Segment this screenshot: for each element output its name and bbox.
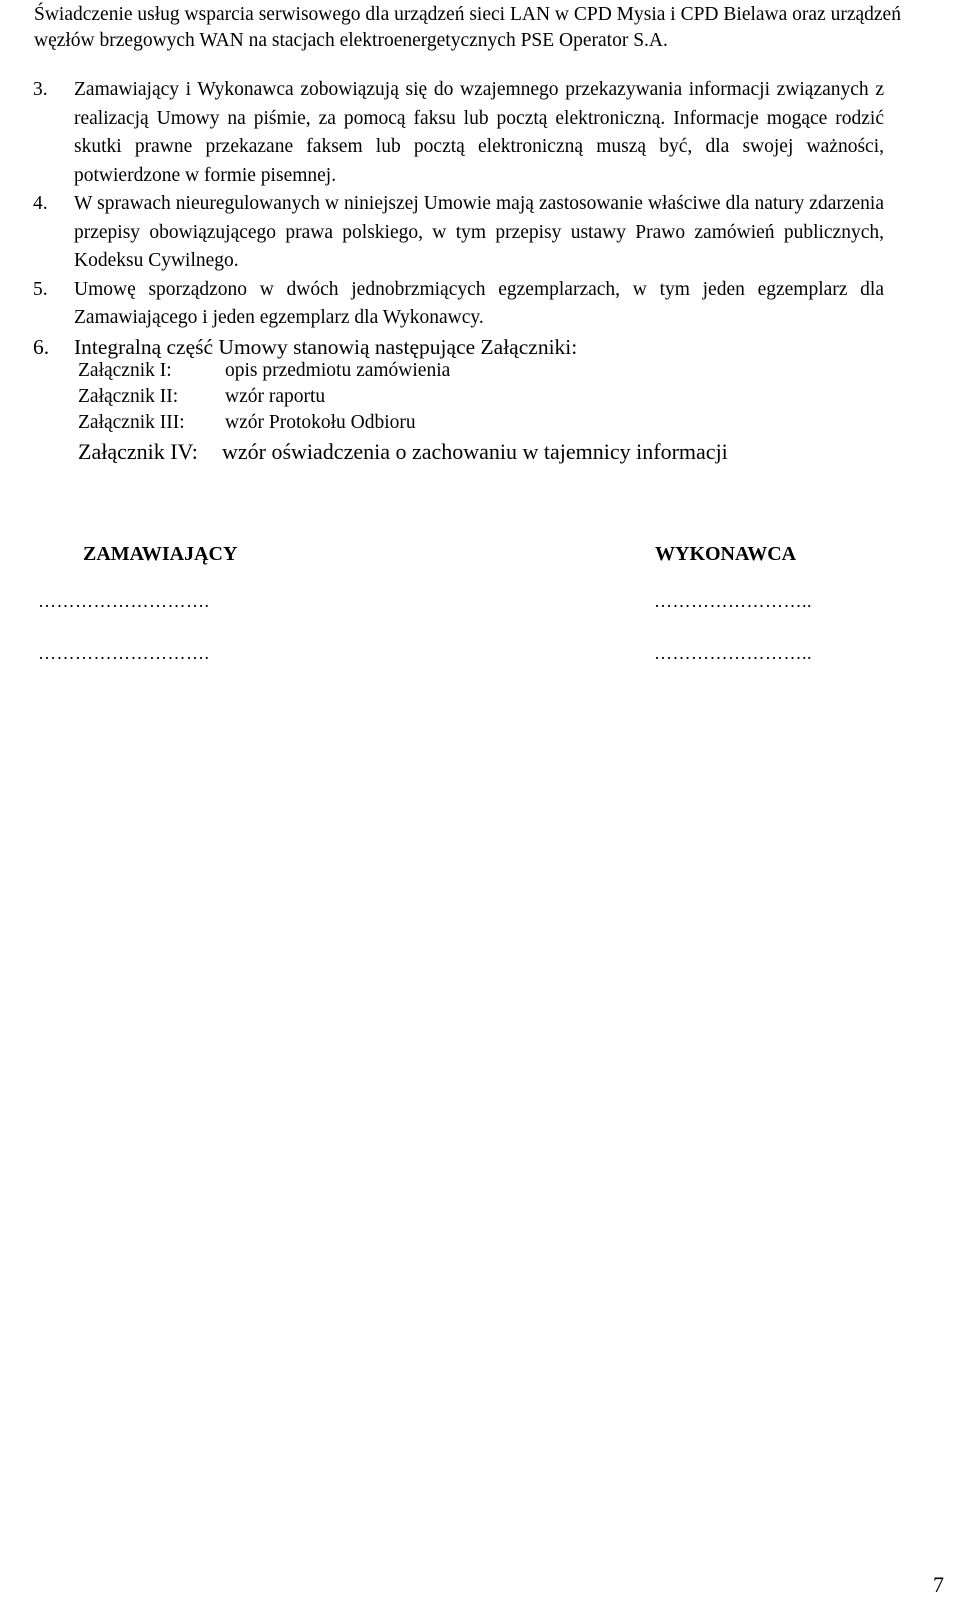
signature-line-contractor-2: …………………….. [654,643,812,663]
clause-3 [0,76,884,190]
clause-text: Umowę sporządzono w dwóch jednobrzmiących egzemplarzach, w tym jeden egzemplarz dla Zamawiającego i jeden egzemplarz dla Wykonawcy. [74,278,884,328]
clause-4 [0,190,884,276]
signature-line-client-2: ………………………. [38,643,210,663]
clause-text: Integralną część Umowy stanowią następujące Załączniki: [74,334,578,359]
clause-number: 6. [33,334,50,359]
attachment-label: Załącznik IV: [78,439,198,464]
clause-number: 5. [33,278,48,300]
attachment-description: wzór oświadczenia o zachowaniu w tajemnicy informacji [222,439,728,464]
signature-title-contractor: WYKONAWCA [655,543,797,565]
attachment-label: Załącznik II: [78,386,179,407]
document-header: Świadczenie usług wsparcia serwisowego dla urządzeń sieci LAN w CPD Mysia i CPD Bielawa oraz urządzeń węzłów brzegowych WAN na stacjach elektroenergetycznych PSE Operator S.A. [34,4,901,51]
attachment-label: Załącznik I: [78,360,172,381]
clause-5 [0,276,884,333]
clause-6 [0,333,884,361]
clause-text: W sprawach nieuregulowanych w niniejszej Umowie mają zastosowanie właściwe dla natury zdarzenia przepisy obowiązującego prawa polskiego, w tym przepisy ustawy Prawo zamówień publicznych, Kodeksu Cywilnego. [74,193,884,271]
attachment-description: wzór Protokołu Odbioru [225,412,416,433]
attachments-list [78,358,728,468]
attachment-description: wzór raportu [225,386,326,407]
clause-number: 4. [33,193,48,214]
clause-text: Zamawiający i Wykonawca zobowiązują się do wzajemnego przekazywania informacji związanych z realizacją Umowy na piśmie, za pomocą faksu lub pocztą elektroniczną. Informacje mogące rodzić skutki prawne przekazane faksem lub pocztą elektroniczną muszą być, dla swojej ważności, potwierdzone w formie pisemnej. [74,79,884,186]
page-number: 7 [933,1572,944,1597]
signature-title-client: ZAMAWIAJĄCY [83,543,238,565]
signature-line-contractor-1: …………………….. [654,591,812,611]
attachment-row [78,410,728,436]
signature-line-client-1: ………………………. [38,591,210,611]
attachment-label: Załącznik III: [78,412,185,433]
attachment-row [78,358,728,384]
attachment-row [78,384,728,410]
clause-number: 3. [33,79,48,100]
clauses-list [0,76,960,361]
attachment-row [78,436,728,468]
attachment-description: opis przedmiotu zamówienia [225,360,451,381]
